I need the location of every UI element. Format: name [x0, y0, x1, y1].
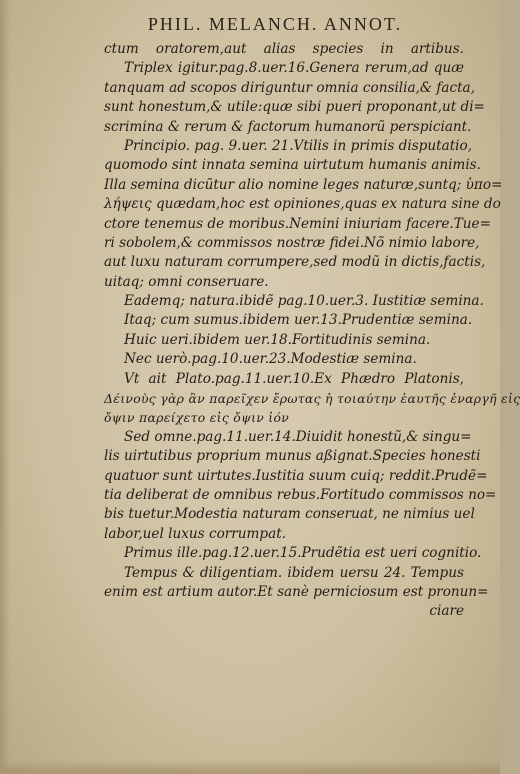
text-line: Illa semina dicũtur alio nomine leges naturæ,suntq; ὑπο=: [104, 176, 503, 193]
text-line: ctum oratorem,aut alias species in artibus.: [104, 41, 464, 57]
text-line: Nec uerò.pag.10.uer.23.Modestiæ semina.: [124, 351, 417, 368]
text-line: uitaq; omni conseruare.: [104, 273, 269, 290]
text-line: quatuor sunt uirtutes.Iustitia suum cuiq; reddit.Prudẽ=: [104, 467, 488, 484]
running-head: PHIL. MELANCH. ANNOT.: [147, 14, 403, 34]
text-line: tanquam ad scopos diriguntur omnia consilia,& facta,: [104, 79, 475, 96]
greek-text-line: Δέινοὺς γὰρ ἂν παρεῖχεν ἔρωτας ἡ τοιαύτην ἑαυτῆς ἐναργῆ εἰς: [104, 391, 520, 407]
catchword: ciare: [429, 603, 464, 620]
text-line: ri sobolem,& commissos nostræ fidei.Nõ nimio labore,: [104, 234, 480, 251]
text-line: tia deliberat de omnibus rebus.Fortitudo commissos no=: [104, 486, 497, 503]
text-line: ctore tenemus de moribus.Nemini iniuriam facere.Tue=: [104, 215, 491, 232]
text-line: Huic ueri.ibidem uer.18.Fortitudinis semina.: [124, 331, 431, 348]
text-line: scrimina & rerum & factorum humanorũ perspiciant.: [104, 118, 472, 135]
text-line: Itaq; cum sumus.ibidem uer.13.Prudentiæ semina.: [124, 312, 473, 329]
text-line: Principio. pag. 9.uer. 21.Vtilis in primis disputatio,: [124, 137, 473, 154]
text-line: Tempus & diligentiam. ibidem uersu 24. Tempus: [124, 564, 464, 581]
text-line: quomodo sint innata semina uirtutum humanis animis.: [104, 157, 481, 174]
text-line: Eademq; natura.ibidẽ pag.10.uer.3. Iustitiæ semina.: [124, 293, 484, 310]
text-line: Vt ait Plato.pag.11.uer.10.Ex Phædro Platonis,: [124, 370, 464, 387]
text-line: aut luxu naturam corrumpere,sed modũ in dictis,factis,: [104, 254, 486, 271]
page-shadow-left: [0, 0, 10, 774]
text-line: sunt honestum,& utile:quæ sibi pueri proponant,ut di=: [104, 99, 485, 116]
page-shadow-bottom: [0, 760, 500, 774]
text-line: bis tuetur.Modestia naturam conseruat, ne nimius uel: [104, 506, 475, 523]
text-line: labor,uel luxus corrumpat.: [104, 525, 286, 542]
greek-text-line: ὄψιν παρείχετο εἰς ὄψιν ἰόν: [104, 410, 290, 426]
text-line: lis uirtutibus proprium munus aßignat.Species honesti: [104, 448, 481, 465]
text-line: Triplex igitur.pag.8.uer.16.Genera rerum,ad quæ: [124, 60, 464, 77]
text-line: λήψεις quædam,hoc est opiniones,quas ex natura sine do: [104, 196, 501, 213]
text-line: Sed omne.pag.11.uer.14.Diuidit honestũ,& singu=: [124, 428, 472, 445]
text-line: enim est artium autor.Et sanè perniciosum est pronun=: [104, 583, 489, 600]
body-text: [104, 40, 520, 622]
text-line: Primus ille.pag.12.uer.15.Prudẽtia est ueri cognitio.: [124, 545, 482, 562]
